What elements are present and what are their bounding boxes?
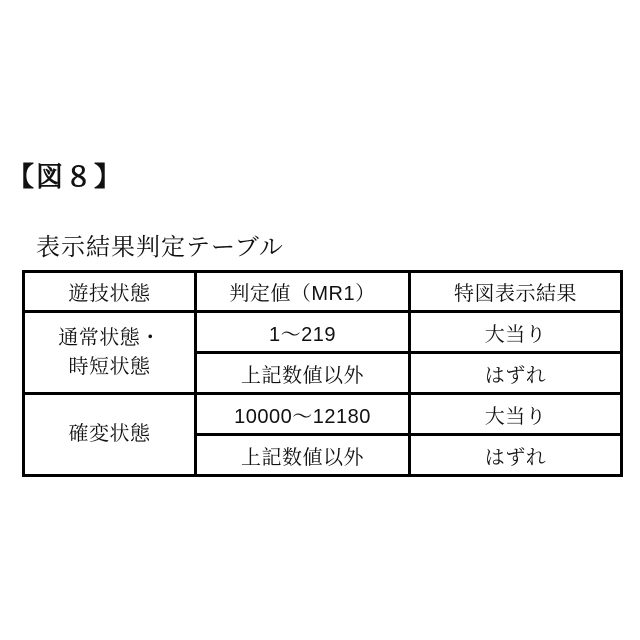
cell-display-result: はずれ <box>410 435 622 476</box>
cell-display-result: 大当り <box>410 394 622 435</box>
figure-label: 【図８】 <box>7 162 123 192</box>
cell-display-result: 大当り <box>410 312 622 353</box>
table-title: 表示結果判定テーブル <box>36 234 284 261</box>
cell-judgment-value: 上記数値以外 <box>196 435 410 476</box>
header-game-state: 遊技状態 <box>24 272 196 312</box>
cell-display-result: はずれ <box>410 353 622 394</box>
table-row <box>24 312 622 353</box>
table-row <box>24 394 622 435</box>
cell-game-state-normal: 通常状態・ 時短状態 <box>24 312 196 394</box>
table-block <box>22 233 620 477</box>
header-judgment-value: 判定値（MR1） <box>196 272 410 312</box>
header-display-result: 特図表示結果 <box>410 272 622 312</box>
judgment-table <box>22 270 623 477</box>
cell-judgment-value: 10000～12180 <box>196 394 410 435</box>
table-header-row <box>24 272 622 312</box>
cell-judgment-value: 上記数値以外 <box>196 353 410 394</box>
cell-game-state-probability: 確変状態 <box>24 394 196 476</box>
cell-judgment-value: 1～219 <box>196 312 410 353</box>
